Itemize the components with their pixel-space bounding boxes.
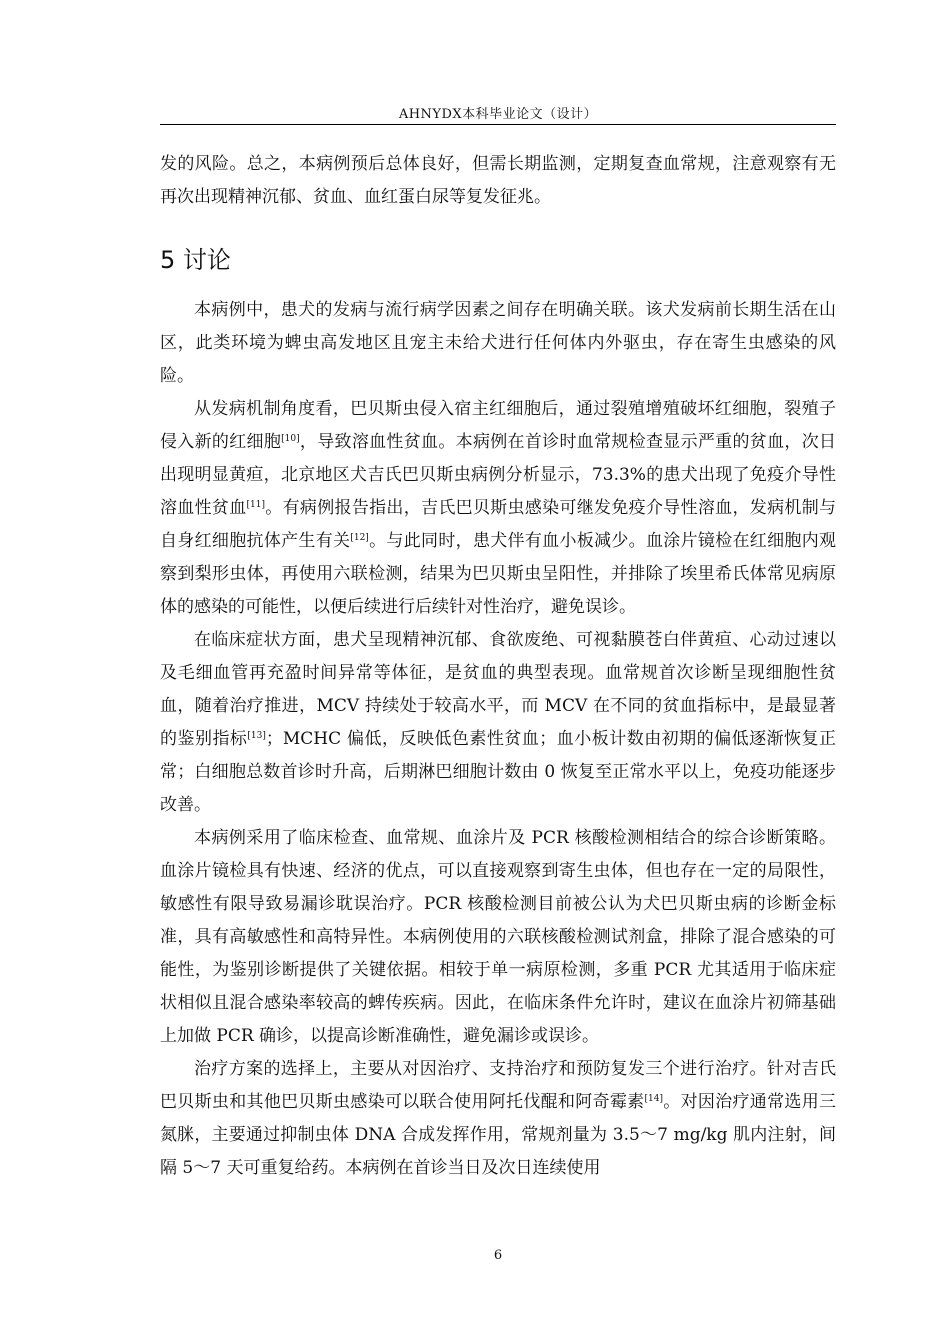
page-number: 6 <box>493 1248 503 1263</box>
text-run: 治疗方案的选择上，主要从对因治疗、支持治疗和预防复发三个进行治疗。针对吉氏巴贝斯虫和其他巴贝斯虫感染可以联合使用阿托伐醌和阿奇霉素 <box>160 1059 836 1112</box>
text-run: 从发病机制角度看，巴贝斯虫侵入宿主红细胞后，通过裂殖增殖破坏红细胞，裂殖子侵入新的红细胞 <box>160 399 836 452</box>
citation-ref: [10] <box>281 434 300 444</box>
text-run: ，导致溶血性贫血。本病例在首诊时血常规检查显示严重的贫血，次日出现明显黄疸，北京地区犬吉氏巴贝斯虫病例分析显示，73.3%的患犬出现了免疫介导性溶血性贫血 <box>160 432 837 518</box>
text-run: ；MCHC 偏低，反映低色素性贫血；血小板计数由初期的偏低逐渐恢复正常；白细胞总数首诊时升高，后期淋巴细胞计数由 0 恢复至正常水平以上，免疫功能逐步改善。 <box>160 729 836 815</box>
intro-paragraph: 发的风险。总之，本病例预后总体良好，但需长期监测，定期复查血常规，注意观察有无再次出现精神沉郁、贫血、血红蛋白尿等复发征兆。 <box>160 154 836 207</box>
text-run: 在临床症状方面，患犬呈现精神沉郁、食欲废绝、可视黏膜苍白伴黄疸、心动过速以及毛细血管再充盈时间异常等体征，是贫血的典型表现。血常规首次诊断呈现细胞性贫血，随着治疗推进，MCV 持续处于较高水平，而 MCV 在不同的贫血指标中，是最显著的鉴别指标 <box>160 630 836 749</box>
citation-ref: [12] <box>350 533 369 543</box>
paragraph-treatment <box>160 1053 836 1185</box>
paragraph-diagnosis: 本病例采用了临床检查、血常规、血涂片及 PCR 核酸检测相结合的综合诊断策略。血涂片镜检具有快速、经济的优点，可以直接观察到寄生虫体，但也存在一定的局限性，敏感性有限导致易漏诊耽误治疗。PCR 核酸检测目前被公认为犬巴贝斯虫病的诊断金标准，具有高敏感性和高特异性。本病例使用的六联核酸检测试剂盒，排除了混合感染的可能性，为鉴别诊断提供了关键依据。相较于单一病原检测，多重 PCR 尤其适用于临床症状相似且混合感染率较高的蜱传疾病。因此，在临床条件允许时，建议在血涂片初筛基础上加做 PCR 确诊，以提高诊断准确性，避免漏诊或误诊。 <box>160 828 836 1046</box>
citation-ref: [13] <box>247 731 266 741</box>
header-divider <box>160 124 836 125</box>
body-text <box>160 148 836 1185</box>
text-run: 。对因治疗通常选用三氮脒，主要通过抑制虫体 DNA 合成发挥作用，常规剂量为 3.5～7 mg/kg 肌内注射，间隔 5～7 天可重复给药。本病例在首诊当日及次日连续使用 <box>160 1092 836 1178</box>
paragraph-pathogenesis <box>160 393 836 624</box>
citation-ref: [14] <box>644 1094 663 1104</box>
section-heading: 5 讨论 <box>160 246 231 274</box>
citation-ref: [11] <box>246 500 265 510</box>
paragraph-epidemiology: 本病例中，患犬的发病与流行病学因素之间存在明确关联。该犬发病前长期生活在山区，此类环境为蜱虫高发地区且宠主未给犬进行任何体内外驱虫，存在寄生虫感染的风险。 <box>160 300 836 386</box>
text-run: 。有病例报告指出，吉氏巴贝斯虫感染可继发免疫介导性溶血，发病机制与自身红细胞抗体产生有关 <box>160 498 836 551</box>
text-run: 。与此同时，患犬伴有血小板减少。血涂片镜检在红细胞内观察到梨形虫体，再使用六联检测，结果为巴贝斯虫呈阳性，并排除了埃里希氏体常见病原体的感染的可能性，以便后续进行后续针对性治疗，避免误诊。 <box>160 531 837 617</box>
running-header: AHNYDX本科毕业论文（设计） <box>398 107 598 122</box>
paragraph-clinical-signs <box>160 624 836 822</box>
